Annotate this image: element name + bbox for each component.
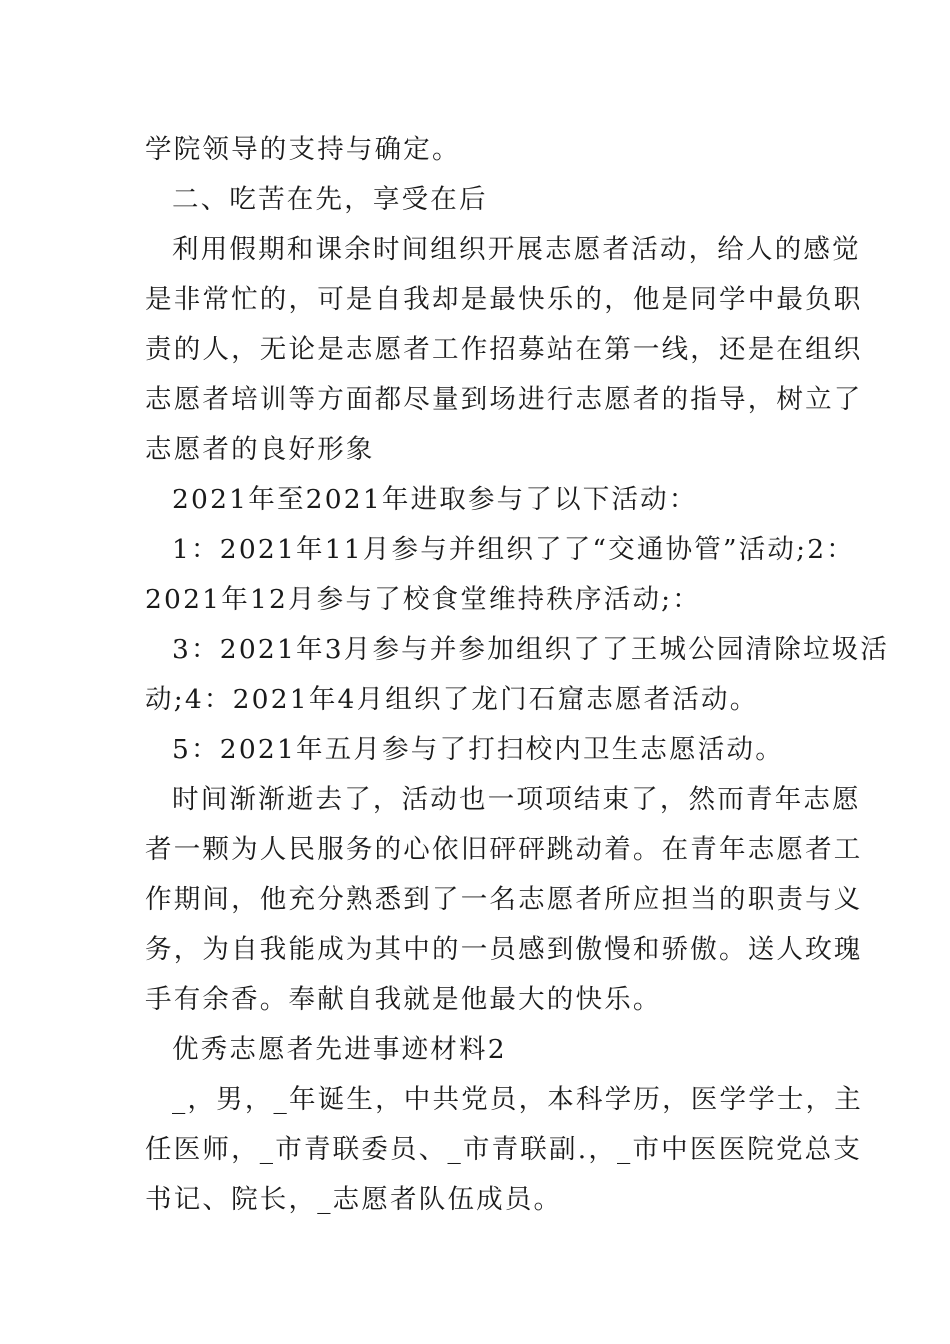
text-line: 志愿者培训等方面都尽量到场进行志愿者的指导，树立了 <box>145 384 863 415</box>
text-line: 书记、院长，_志愿者队伍成员。 <box>145 1184 563 1215</box>
text-line: 利用假期和课余时间组织开展志愿者活动，给人的感觉 <box>172 234 861 265</box>
section-heading: 优秀志愿者先进事迹材料2 <box>172 1034 507 1065</box>
text-line: 志愿者的良好形象 <box>145 434 375 465</box>
section-heading: 二、吃苦在先，享受在后 <box>172 184 488 215</box>
text-line: 责的人，无论是志愿者工作招募站在第一线，还是在组织 <box>145 334 863 365</box>
text-line: 动;4：2021年4月组织了龙门石窟志愿者活动。 <box>145 684 759 715</box>
text-line: 学院领导的支持与确定。 <box>145 134 461 165</box>
text-line: 者一颗为人民服务的心依旧砰砰跳动着。在青年志愿者工 <box>145 834 863 865</box>
text-line: 2021年12月参与了校食堂维持秩序活动;： <box>145 584 701 615</box>
text-line: 务，为自我能成为其中的一员感到傲慢和骄傲。送人玫瑰 <box>145 934 863 965</box>
text-line: 作期间，他充分熟悉到了一名志愿者所应担当的职责与义 <box>145 884 863 915</box>
text-line: _，男，_年诞生，中共党员，本科学历，医学学士，主 <box>172 1084 863 1115</box>
text-line: 任医师，_市青联委员、_市青联副.，_市中医医院党总支 <box>145 1134 863 1165</box>
text-line: 手有余香。奉献自我就是他最大的快乐。 <box>145 984 662 1015</box>
text-line: 3：2021年3月参与并参加组织了了王城公园清除垃圾活 <box>172 634 890 665</box>
text-line: 是非常忙的，可是自我却是最快乐的，他是同学中最负职 <box>145 284 863 315</box>
text-line: 5：2021年五月参与了打扫校内卫生志愿活动。 <box>172 734 784 765</box>
text-line: 1：2021年11月参与并组织了了“交通协管”活动;2： <box>172 534 856 565</box>
text-line: 2021年至2021年进取参与了以下活动： <box>172 484 698 515</box>
text-line: 时间渐渐逝去了，活动也一项项结束了，然而青年志愿 <box>172 784 861 815</box>
